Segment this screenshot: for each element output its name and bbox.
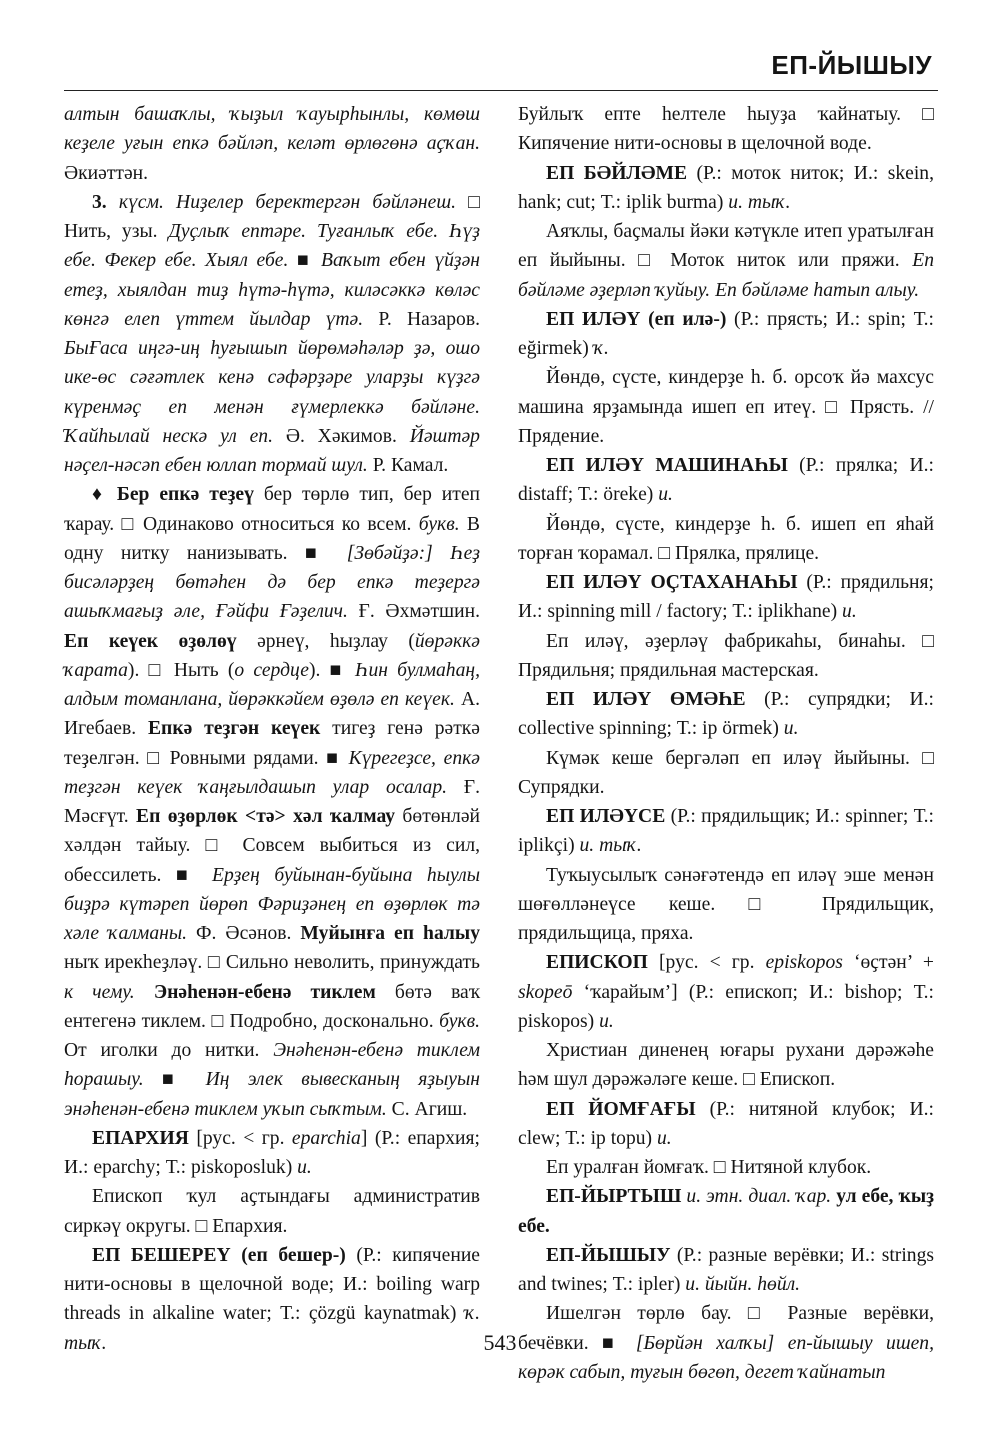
text-run: Туҡыусылыҡ сәнәғәтендә еп иләү эше менән шөғөлләнеүсе кеше. □ Прядильщик, прядильщица, пряха. (518, 864, 934, 944)
italic-text: eparchia (291, 1127, 361, 1149)
headword: ЕП БӘЙЛӘМЕ (546, 162, 688, 184)
italic-text: episkopos (765, 952, 843, 974)
italic-text: и. тыҡ. (579, 835, 642, 857)
dictionary-paragraph (518, 1241, 934, 1300)
text-run: ■ (143, 1069, 206, 1091)
text-run: (Р.: кипячение нити-основы в щелочной воде; И.: boiling warp threads in alkaline water; Т.: çözgü kaynatmak) (64, 1244, 480, 1325)
italic-text: о сердце (234, 659, 309, 681)
dictionary-paragraph (518, 1095, 934, 1154)
text-run: Йөндө, сүсте, киндерҙе һ. б. орсоҡ йә махсус машина ярҙамында ишеп еп итеү. □ Прясть. // Прядение. (518, 367, 934, 447)
dictionary-paragraph (518, 802, 934, 861)
text-run: (Р.: прясть; И.: spin; Т.: eğirmek) (518, 308, 934, 359)
text-run: (Р.: прядильщик; И.: spinner; Т.: iplikçi) (518, 806, 934, 857)
italic-text: и. йыйн. һөйл. (685, 1274, 801, 1295)
italic-text: Һин булмаһаң, алдым томанлана, йөрәккәйем өҙөлә еп кеүек. (64, 659, 480, 710)
headword: ЕП-ЙЫРТЫШ (546, 1186, 682, 1208)
dictionary-paragraph (518, 685, 934, 744)
text-run: (Р.: моток ниток; И.: skein, hank; cut; Т.: iplik burma) (518, 162, 935, 213)
dictionary-paragraph (518, 568, 934, 627)
headword: ЕПИСКОП (546, 952, 648, 974)
dictionary-paragraph (518, 861, 934, 949)
left-column (64, 100, 480, 1358)
italic-text: Энәһенән-ебенә тиклем һорашыу. (64, 1040, 480, 1091)
italic-text: [Бөрйән халҡы] еп-йышыу ишеп, көрәк сабып, туғын бөгөп, дегет ҡайнатып (518, 1332, 934, 1383)
italic-text: и. (783, 718, 799, 740)
headword: Еп кеүек өҙөлөү (64, 630, 237, 652)
text-run: Буйлыҡ епте һелтеле һыуҙа ҡайнатыу. □ Кипячение нити-основы в щелочной воде. (518, 104, 934, 155)
headword: Муйынға еп һалыу (300, 923, 480, 944)
headword: ЕПАРХИЯ (92, 1127, 189, 1149)
dictionary-paragraph (64, 188, 480, 481)
text-run: Р. Камал. (367, 455, 449, 476)
italic-text: Күрегеҙсе, епкә теҙгән кеүек ҡаңғылдашып улар осалар. (64, 747, 480, 798)
headword: 3. (92, 191, 119, 213)
italic-text: Иң элек вывесканың яҙыуын энәһенән-ебенә тиклем уҡып сыҡтым. (64, 1069, 480, 1120)
header-rule (64, 90, 938, 91)
text-run: Йөндө, сүсте, киндерҙе һ. б. ишеп еп яһай торған ҡорамал. □ Прялка, прялице. (518, 513, 934, 564)
text-run: (Р.: разные верёвки; И.: strings and twines; Т.: ipler) (518, 1244, 934, 1295)
text-run (135, 982, 154, 1003)
page-number: 543 (483, 1330, 517, 1355)
dictionary-paragraph (518, 948, 934, 1036)
dictionary-paragraph (64, 480, 480, 1124)
italic-text: букв. (418, 513, 460, 535)
italic-text: и. (599, 1010, 614, 1032)
text-run: тигеҙ генә рәткә теҙелгән. □ Ровными рядами. ■ (64, 718, 480, 769)
italic-text: skopeō (518, 981, 573, 1003)
headword: ЕП ЙОМҒАҒЫ (546, 1098, 696, 1120)
text-run: А. Игебаев. (64, 689, 480, 740)
headword: Еп өҙөрлөк <тә> хәл ҡалмау (136, 806, 396, 827)
dictionary-paragraph (518, 100, 934, 159)
italic-text: алтын башаҡлы, ҡыҙыл ҡауырһынлы, көмөш кеҙеле уғын епкә бәйләп, келәт өрлөгөнә аҫҡан. (64, 104, 480, 155)
dictionary-paragraph (64, 1182, 480, 1241)
italic-text: Дуҫлыҡ ептәре. Туғанлыҡ ебе. Һүҙ ебе. Фекер ебе. Хыял ебе. (64, 221, 480, 272)
dictionary-paragraph (518, 627, 934, 686)
headword: ЕП ИЛӘҮ (еп илә-) (546, 308, 727, 330)
headword: Энәһенән-ебенә тиклем (153, 981, 376, 1003)
text-run: әрнеү, һыҙлау ( (236, 630, 415, 652)
dictionary-paragraph (64, 1124, 480, 1183)
italic-text: и. тыҡ. (728, 191, 791, 213)
dictionary-paragraph (518, 363, 934, 451)
text-run: Аяҡлы, баҫмалы йәки кәтүкле итеп уратылған еп йыйыны. □ Моток ниток или пряжи. (518, 221, 934, 272)
headword: Епкә теҙгән кеүек (147, 718, 321, 740)
text-run: ‘өҫтән’ + (842, 952, 934, 974)
text-run: Епископ ҡул аҫтындағы административ сиркәү округы. □ Епархия. (64, 1186, 480, 1237)
dictionary-paragraph (64, 100, 480, 188)
dictionary-paragraph (518, 1182, 934, 1241)
italic-text: Ваҡыт ебен үйҙән етеҙ, хыялдан тиҙ һүтә-һүтә, киләсәккә көләс көнгә елеп үттем йылдар үтә. (64, 250, 480, 330)
italic-text: и. этн. диал. ҡар. (686, 1186, 832, 1208)
headword: ул ебе, ҡыҙ ебе. (518, 1186, 935, 1237)
text-run: ] (Р.: епархия; И.: eparchy; Т.: piskoposluk) (64, 1127, 480, 1178)
text-run: От иголки до нитки. (64, 1040, 274, 1061)
text-run: Ишелгән төрлө бау. □ Разные верёвки, бечёвки. ■ (518, 1303, 934, 1354)
italic-text: күсм. Ниҙелер беректергән бәйләнеш. (118, 191, 457, 213)
headword: ЕП ИЛӘҮСЕ (546, 806, 666, 827)
headword: ЕП БЕШЕРЕҮ (еп бешер-) (92, 1244, 346, 1266)
italic-text: БыҒаса иңгә-иң һуғышып йөрөмәһәләр ҙә, ошо ике-өс сәғәтлек кенә сәфәрҙәре уларҙы күҙгә күренмәҫ еп менән ғүмерлеккә бәйләне. Ҡайһылай нескә ул еп. (64, 338, 480, 447)
italic-text: и. (297, 1157, 312, 1178)
italic-text: букв. (439, 1010, 480, 1032)
text-run: бөтөнләй хәлдән тайыу. □ Совсем выбиться из сил, обессилеть. ■ (64, 806, 480, 886)
italic-text: и. (658, 484, 673, 506)
running-head: ЕП-ЙЫШЫУ (771, 50, 932, 80)
dictionary-paragraph (518, 217, 934, 305)
text-run: ныҡ ирекһеҙләү. □ Сильно неволить, принуждать (64, 952, 480, 974)
text-run: ). ■ (308, 659, 355, 681)
dictionary-paragraph (518, 510, 934, 569)
text-run: □ Нить, узы. (64, 191, 481, 242)
dictionary-paragraph (518, 451, 934, 510)
headword: ЕП ИЛӘҮ ОҪТАХАНАҺЫ (546, 572, 798, 593)
text-run: (Р.: прялка; И.: distaff; Т.: öreke) (518, 455, 934, 506)
text-run: бөтә ваҡ ентегенә тиклем. □ Подробно, досконально. (64, 981, 480, 1032)
dictionary-paragraph (518, 159, 934, 218)
text-run: (Р.: нитяной клубок; И.: clew; Т.: ip topu) (518, 1098, 934, 1149)
text-run: ). □ Ныть ( (127, 659, 235, 681)
text-run: (Р.: прядильня; И.: spinning mill / factory; Т.: iplikhane) (518, 572, 934, 623)
text-run: [рус. < гр. (647, 952, 766, 974)
text-run: Ғ. Әхмәтшин. (347, 601, 480, 623)
dictionary-paragraph (518, 305, 934, 364)
italic-text: к чему. (64, 981, 135, 1003)
text-run: Еп уралған йомғаҡ. □ Нитяной клубок. (546, 1157, 872, 1178)
right-column (518, 100, 934, 1387)
headword: ЕП-ЙЫШЫУ (546, 1244, 671, 1266)
italic-text: Ерҙең буйынан-буйына һыулы биҙрә күтәреп йөрөп Фәриҙәнең еп өҙөрлөк тә хәле ҡалманы. (64, 864, 480, 944)
text-run: Ф. Әсәнов. (187, 923, 301, 944)
text-run: [рус. < гр. (188, 1127, 292, 1149)
dictionary-paragraph (518, 1153, 934, 1182)
italic-text: ҡ. тыҡ. (64, 1303, 480, 1354)
text-run: Әкиәттән. (64, 162, 149, 184)
text-run: Күмәк кеше бергәләп еп иләү йыйыны. □ Супрядки. (518, 747, 934, 798)
italic-text: йөрәккә ҡарата (64, 630, 480, 681)
italic-text: Йәштәр нәҫел-нәсәп ебен юллап тормай шул. (64, 425, 480, 476)
headword: ЕП ИЛӘҮ ӨМӘҺЕ (546, 689, 746, 710)
text-run: Христиан диненең юғары рухани дәрәжәһе һәм шул дәрәжәләге кеше. □ Епископ. (518, 1040, 934, 1091)
headword: ЕП ИЛӘҮ МАШИНАҺЫ (546, 455, 788, 476)
text-run: В одну нитку нанизывать. ■ (64, 513, 480, 564)
italic-text: [Зөбәйҙә:] Һеҙ бисәләрҙең бөтәһен дә бер епкә теҙергә ашыҡмағыҙ әле, Ғәйфи Ғәҙелич. (64, 542, 481, 623)
text-run: Р. Назаров. (363, 308, 480, 330)
text-run: Еп иләү, әҙерләү фабрикаһы, бинаһы. □ Прядильня; прядильная мастерская. (518, 630, 934, 681)
headword: ♦ Бер епкә теҙеү (92, 484, 254, 506)
text-run: ■ (288, 250, 321, 272)
text-run: Ғ. Мәсғүт. (64, 776, 480, 827)
italic-text: и. (656, 1127, 672, 1149)
text-run: Ә. Хәкимов. (273, 425, 410, 447)
italic-text: и. (842, 601, 857, 623)
dictionary-paragraph (518, 1036, 934, 1095)
text-run: ‘ҡарайым’] (Р.: епископ; И.: bishop; Т.: piskopos) (518, 981, 934, 1032)
italic-text: ҡ. (593, 338, 609, 359)
text-run: С. Агиш. (386, 1098, 468, 1120)
text-run: (Р.: супрядки; И.: collective spinning; Т.: ip örmek) (518, 689, 934, 740)
italic-text: Еп бәйләме әҙерләп ҡуйыу. Еп бәйләме һатып алыу. (518, 250, 934, 301)
dictionary-paragraph (518, 744, 934, 803)
text-run: бер төрлө тип, бер итеп ҡарау. □ Одинаково относиться ко всем. (64, 484, 481, 535)
